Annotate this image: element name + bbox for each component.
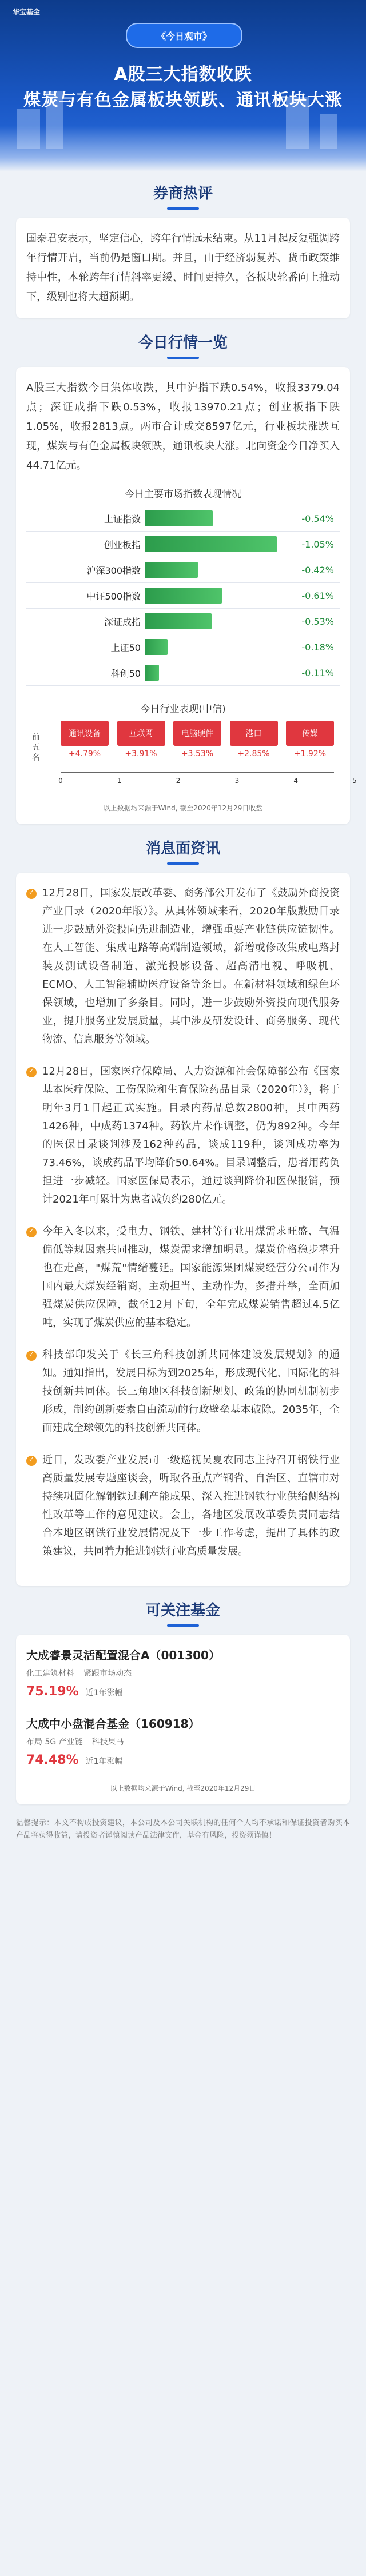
index-name: 创业板指 — [104, 539, 141, 550]
industry-tick-label: 0 — [58, 777, 63, 785]
index-row — [26, 557, 340, 583]
news-card — [16, 873, 350, 1586]
industry-axis — [61, 772, 334, 773]
fund-item[interactable] — [26, 1715, 340, 1767]
industry-name: 通讯设备 — [61, 721, 109, 746]
industry-y-label: 前五名 — [32, 733, 40, 762]
fund-tag: 科技果马 — [92, 1738, 124, 1747]
index-name: 沪深300指数 — [86, 565, 141, 576]
headline-line1: A股三大指数收跌 — [114, 65, 252, 85]
index-row — [26, 660, 340, 686]
news-text: 今年入冬以来，受电力、钢铁、建材等行业用煤需求旺盛、气温偏低等规因素共同推动，煤炭需求增加明显。煤炭价格稳步攀升也在走高，"煤荒"情绪蔓延。国家能源集团煤炭经营分公司作为国内最大煤炭经销商，主动担当、主动作为，多措并举，全面加强煤炭供应保障，截至12月下旬，全年完成煤炭销售超过4.5亿吨，实现了煤炭供应的基本稳定。 — [42, 1225, 340, 1329]
industry-item — [61, 721, 109, 758]
headline-line2: 煤炭与有色金属板块领跌、通讯板块大涨 — [23, 90, 343, 110]
index-row — [26, 532, 340, 557]
fund-tag: 紧跟市场动态 — [83, 1669, 132, 1678]
industry-value: +2.85% — [237, 749, 270, 758]
index-table — [26, 506, 340, 686]
index-bar-track — [145, 536, 277, 552]
industry-value: +4.79% — [68, 749, 101, 758]
index-value: -0.11% — [301, 667, 334, 678]
index-value: -0.61% — [301, 590, 334, 601]
industry-name: 传媒 — [286, 721, 334, 746]
header-banner — [0, 0, 366, 171]
industry-item — [117, 721, 165, 758]
commentary-paragraph: 国泰君安表示，坚定信心，跨年行情远未结束。从11月起反复强调跨年行情开启，当前仍是窗口期。并且，由于经济弱复苏、货币政策维持中性，本轮跨年行情斜率更缓、时间更持久，各板块轮番向上推动下，级别也将大超预期。 — [26, 233, 340, 303]
index-bar — [145, 639, 168, 655]
index-value: -1.05% — [301, 538, 334, 550]
section-title-market: 今日行情一览 — [0, 331, 366, 359]
index-row — [26, 609, 340, 634]
industry-name: 互联网 — [117, 721, 165, 746]
industry-chart — [26, 721, 357, 795]
fund-tags — [26, 1736, 340, 1747]
news-text: 12月28日，国家医疗保障局、人力资源和社会保障部公布《国家基本医疗保险、工伤保险和生育保险药品目录（2020年）》，将于明年3月1日起正式实施。目录内药品总数2800种，其中西药1426种，中成药1374种。药饮片未作调整，仍为892种。今年的医保目录谈判涉及162种药品，谈成119种，谈判成功率为73.46%，谈成药品平均降价50.64%。目录调整后，患者用药负担进一步减轻。国家医保局表示，通过谈判降价和医保报销，预计2021年可累计为患者减负约280亿元。 — [42, 1065, 340, 1205]
news-item — [26, 1063, 340, 1209]
index-name: 深证成指 — [104, 616, 141, 628]
news-item — [26, 1223, 340, 1332]
section-title-funds: 可关注基金 — [0, 1599, 366, 1627]
industry-item — [173, 721, 221, 758]
fund-name[interactable]: 大成睿景灵活配置混合A（001300） — [26, 1648, 220, 1662]
industry-value: +3.53% — [181, 749, 214, 758]
check-icon — [26, 1456, 37, 1466]
index-table-title: 今日主要市场指数表现情况 — [125, 489, 241, 500]
index-bar-track — [145, 510, 277, 526]
index-name: 上证50 — [110, 642, 141, 653]
industry-item — [230, 721, 278, 758]
industry-source: 以上数据均来源于Wind, 截至2020年12月29日收盘 — [103, 804, 263, 812]
fund-return: 75.19% — [26, 1684, 79, 1699]
index-bar — [145, 536, 277, 552]
funds-source: 以上数据均来源于Wind, 截至2020年12月29日 — [110, 1784, 256, 1792]
industry-tick-label: 1 — [117, 777, 122, 785]
industry-value: +3.91% — [125, 749, 157, 758]
index-bar — [145, 562, 198, 578]
check-icon — [26, 1067, 37, 1077]
news-item — [26, 1346, 340, 1437]
news-text: 近日，发改委产业发展司一级巡视员夏农同志主持召开钢铁行业高质量发展专题座谈会，听取各重点产钢省、自治区、直辖市对持续巩固化解钢铁过剩产能成果、深入推进钢铁行业供给侧结构性改革等工作的意见建议。会上，各地区发展改革委负责同志结合本地区钢铁行业发展情况及下一步工作考虑，提出了具体的政策建议，共同着力推进钢铁行业高质量发展。 — [42, 1454, 340, 1557]
index-bar — [145, 613, 212, 629]
index-value: -0.54% — [301, 513, 334, 524]
index-row — [26, 634, 340, 660]
industry-tick-label: 4 — [293, 777, 299, 785]
commentary-card — [16, 218, 350, 318]
fund-period: 近1年涨幅 — [85, 1688, 123, 1698]
industry-name: 港口 — [230, 721, 278, 746]
index-name: 科创50 — [110, 668, 141, 679]
fund-tags — [26, 1667, 340, 1679]
industry-title: 今日行业表现(中信) — [140, 704, 226, 715]
industry-tick-label: 2 — [176, 777, 181, 785]
check-icon — [26, 889, 37, 899]
index-value: -0.53% — [301, 616, 334, 627]
news-text: 科技部印发关于《长三角科技创新共同体建设发展规划》的通知。通知指出，发展目标为到2025年，形成现代化、国际化的科技创新共同体。长三角地区科技创新规划、政策的协同机制初步形成，制约创新要素自由流动的行政壁垒基本破除。2035年，全面建成全球领先的科技创新共同体。 — [42, 1349, 340, 1434]
index-bar — [145, 665, 159, 681]
index-bar-track — [145, 613, 277, 629]
index-bar-track — [145, 588, 277, 604]
index-row — [26, 506, 340, 532]
fund-name[interactable]: 大成中小盘混合基金（160918） — [26, 1717, 200, 1731]
column-label-pill: 《今日观市》 — [126, 23, 242, 48]
fund-item[interactable] — [26, 1646, 340, 1699]
fund-tag: 布局 5G 产业链 — [26, 1738, 83, 1747]
check-icon — [26, 1227, 37, 1237]
section-title-news: 消息面资讯 — [0, 837, 366, 865]
industry-name: 电脑硬件 — [173, 721, 221, 746]
fund-period: 近1年涨幅 — [85, 1757, 123, 1766]
index-value: -0.42% — [301, 564, 334, 576]
industry-columns — [61, 721, 334, 758]
city-skyline — [0, 126, 366, 171]
news-item — [26, 884, 340, 1049]
industry-tick-label: 5 — [352, 777, 357, 785]
index-bar-track — [145, 639, 277, 655]
index-row — [26, 583, 340, 609]
fund-return: 74.48% — [26, 1753, 79, 1767]
funds-card — [16, 1635, 350, 1804]
index-bar — [145, 510, 213, 526]
index-bar-track — [145, 562, 277, 578]
news-text: 12月28日，国家发展改革委、商务部公开发布了《鼓励外商投资产业目录（2020年版）》。从具体领域来看，2020年版鼓励目录进一步鼓励外资投向先进制造业，增强重要产业链供应链韧性。在人工智能、集成电路等高端制造领域，新增或修改集成电路封装及测试设备制造、激光投影设备、超高清电视、呼吸机、ECMO、人工智能辅助医疗设备等条目。在新材料领域和绿色环保领域，也增加了多条目。同时，进一步鼓励外资投向现代服务业，提升服务业发展质量，其中涉及研发设计、商务服务、现代物流、信息服务等领域。 — [42, 887, 340, 1045]
fund-tag: 化工建筑材料 — [26, 1669, 74, 1678]
disclaimer: 温馨提示：本文不构成投资建议，本公司及本公司关联机构的任何个人均不承诺和保证投资者购买本产品将获得收益，请投资者谨慎阅读产品法律文件，基金有风险，投资须谨慎！ — [16, 1819, 350, 1840]
check-icon — [26, 1351, 37, 1361]
market-card — [16, 367, 357, 824]
index-name: 上证指数 — [104, 513, 141, 525]
industry-item — [286, 721, 334, 758]
index-name: 中证500指数 — [86, 590, 141, 602]
brand-logo: 华宝基金 — [13, 8, 41, 16]
industry-value: +1.92% — [293, 749, 327, 758]
index-value: -0.18% — [301, 641, 334, 653]
section-title-commentary: 券商热评 — [0, 182, 366, 210]
index-bar-track — [145, 665, 277, 681]
index-bar — [145, 588, 222, 604]
industry-tick-label: 3 — [234, 777, 240, 785]
news-item — [26, 1451, 340, 1561]
market-paragraph: A股三大指数今日集体收跌，其中沪指下跌0.54%，收报3379.04点；深证成指下跌0.53%，收报13970.21点；创业板指下跌1.05%，收报2813点。两市合计成交8597亿元，行业板块涨跌互现，煤炭与有色金属板块领跌，通讯板块大涨。北向资金今日净买入44.71亿元。 — [26, 382, 340, 472]
